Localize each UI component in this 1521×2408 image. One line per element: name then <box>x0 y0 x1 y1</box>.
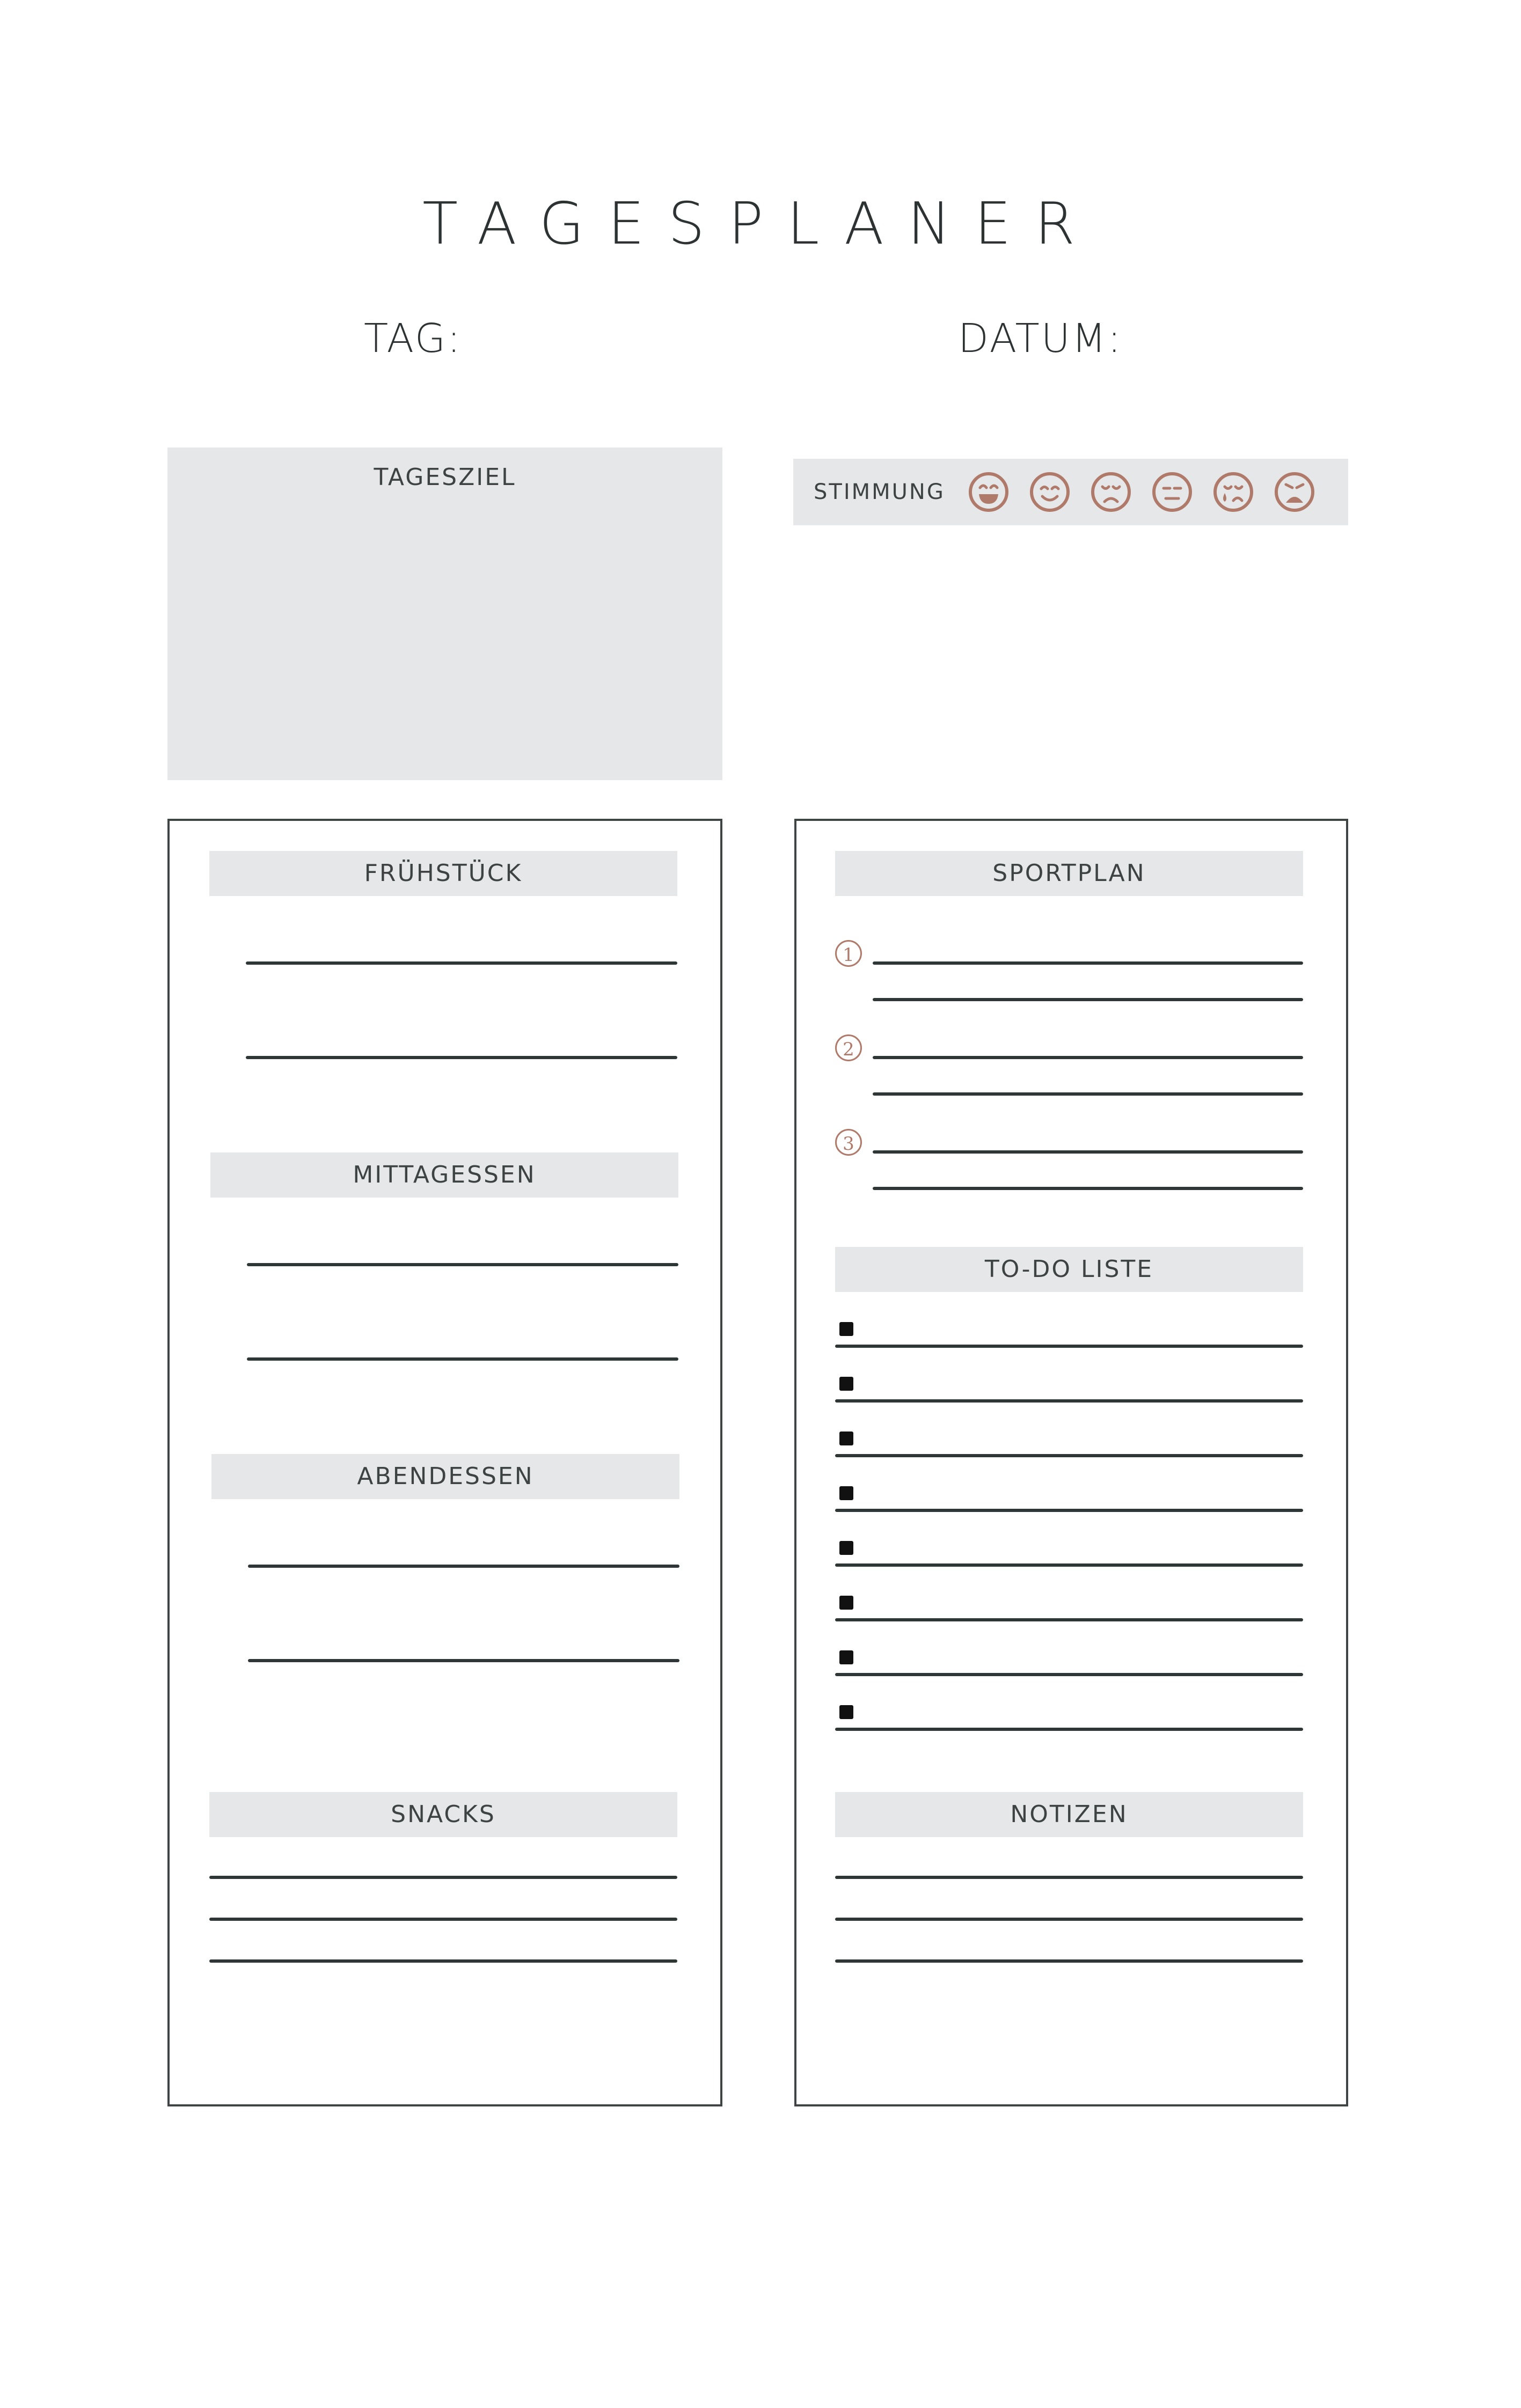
sport-number-badge: 1 <box>835 940 862 967</box>
sport-line[interactable] <box>873 961 1303 965</box>
angry-face-icon[interactable] <box>1273 471 1316 513</box>
daily-goal-box[interactable] <box>167 447 722 780</box>
lunch-line[interactable] <box>247 1263 678 1266</box>
snacks-line[interactable] <box>209 1876 677 1879</box>
lunch-header: MITTAGESSEN <box>210 1152 678 1198</box>
todo-bullet-icon <box>839 1377 853 1391</box>
todo-line[interactable] <box>835 1618 1303 1621</box>
dinner-line[interactable] <box>248 1565 679 1568</box>
todo-line[interactable] <box>835 1728 1303 1731</box>
todo-bullet-icon <box>839 1541 853 1555</box>
sport-number-badge: 2 <box>835 1034 862 1061</box>
notes-header: NOTIZEN <box>835 1792 1303 1837</box>
todo-line[interactable] <box>835 1563 1303 1567</box>
sport-plan-header: SPORTPLAN <box>835 851 1303 896</box>
crying-face-icon[interactable] <box>1212 471 1255 513</box>
sport-number-badge: 3 <box>835 1129 862 1156</box>
notes-line[interactable] <box>835 1959 1303 1963</box>
smiling-face-icon[interactable] <box>1028 471 1071 513</box>
laughing-face-icon[interactable] <box>967 471 1010 513</box>
lunch-line[interactable] <box>247 1357 678 1361</box>
todo-line[interactable] <box>835 1454 1303 1457</box>
sport-line[interactable] <box>873 1092 1303 1096</box>
todo-bullet-icon <box>839 1650 853 1664</box>
sport-line[interactable] <box>873 1150 1303 1154</box>
snacks-header: SNACKS <box>209 1792 677 1837</box>
daily-goal-label: TAGESZIEL <box>374 464 516 491</box>
todo-bullet-icon <box>839 1322 853 1336</box>
sport-line[interactable] <box>873 1187 1303 1190</box>
notes-line[interactable] <box>835 1918 1303 1921</box>
todo-line[interactable] <box>835 1345 1303 1348</box>
todo-bullet-icon <box>839 1486 853 1500</box>
notes-line[interactable] <box>835 1876 1303 1879</box>
todo-bullet-icon <box>839 1596 853 1610</box>
todo-header: TO-DO LISTE <box>835 1247 1303 1292</box>
breakfast-line[interactable] <box>246 961 677 965</box>
todo-line[interactable] <box>835 1673 1303 1676</box>
sport-line[interactable] <box>873 1056 1303 1059</box>
snacks-line[interactable] <box>209 1918 677 1921</box>
page-title: TAGESPLANER <box>422 190 1099 258</box>
breakfast-header: FRÜHSTÜCK <box>209 851 677 896</box>
mood-bar <box>793 459 1348 525</box>
sport-line[interactable] <box>873 998 1303 1001</box>
day-label: TAG: <box>364 315 463 362</box>
neutral-face-icon[interactable] <box>1151 471 1194 513</box>
mood-label: STIMMUNG <box>814 480 945 504</box>
todo-line[interactable] <box>835 1509 1303 1512</box>
frowning-face-icon[interactable] <box>1089 471 1132 513</box>
snacks-line[interactable] <box>209 1959 677 1963</box>
planning-panel <box>794 819 1348 2106</box>
todo-bullet-icon <box>839 1705 853 1719</box>
todo-line[interactable] <box>835 1399 1303 1403</box>
date-label: DATUM: <box>958 315 1123 362</box>
todo-bullet-icon <box>839 1431 853 1445</box>
dinner-header: ABENDESSEN <box>211 1454 679 1499</box>
breakfast-line[interactable] <box>246 1056 677 1059</box>
dinner-line[interactable] <box>248 1659 679 1662</box>
